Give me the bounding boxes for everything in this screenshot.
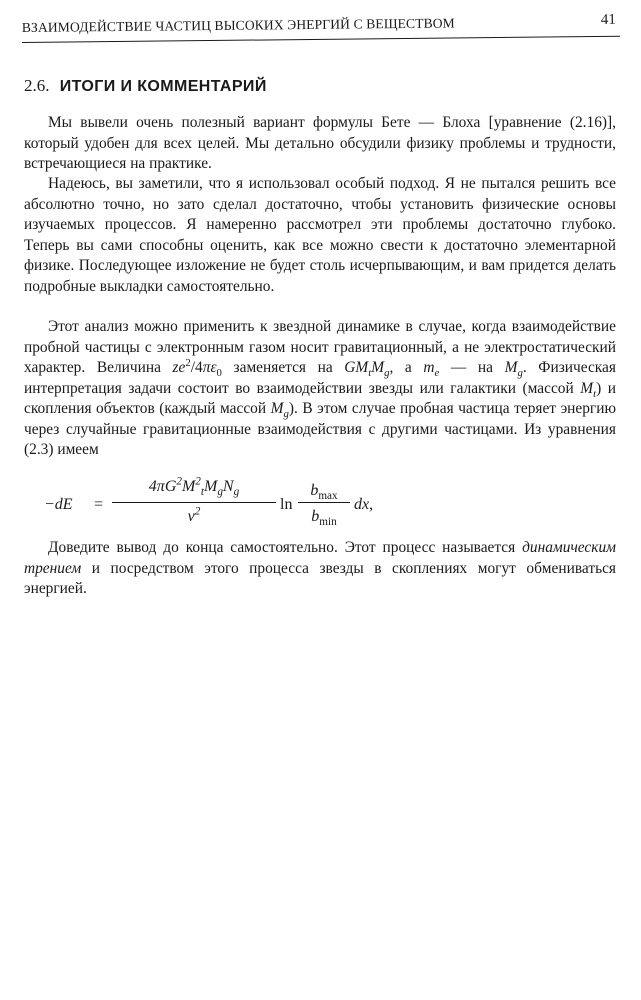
emphasis-term: динамическим трением [24, 539, 616, 577]
equation-denominator: $v^2$ [187, 505, 201, 525]
equation-bmax: $b_{max}$ [310, 482, 338, 503]
equation-dx: dx, [354, 496, 374, 513]
running-title: ВЗАИМОДЕЙСТВИЕ ЧАСТИЦ ВЫСОКИХ ЭНЕРГИЙ С ВЕЩЕСТВОМ [21, 15, 455, 36]
section-heading [24, 76, 267, 96]
equation-lhs: −dE [44, 496, 73, 513]
running-head [22, 8, 620, 43]
paragraph-summary: Мы вывели очень полезный вариант формулы Бете — Блоха [уравнение (2.16)], который удобен для всех целей. Мы детально обсудили физику проблемы и трудности, встречающиеся на практике. [24, 114, 616, 172]
section-title: ИТОГИ И КОММЕНТАРИЙ [59, 78, 267, 95]
equation-bmin: $b_{min}$ [311, 508, 337, 529]
fraction-bar [112, 502, 276, 503]
paragraph-conclusion: Доведите вывод до конца самостоятельно. Этот процесс называется динамическим трением и посредством этого процесса звезды в скоплениях могут обмениваться энергией. [24, 539, 616, 597]
section-number: 2.6. [24, 76, 50, 95]
paragraph-approach: Надеюсь, вы заметили, что я использовал особый подход. Я не пытался решить все абсолютно точно, но зато сделал достаточно, чтобы установить физические основы изучаемых процессов. Я намеренно рассмотрел эти проблемы достаточно глубоко. Теперь вы сами способны оценить, как все можно свести к достаточно элементарной физике. Последующее изложение не будет столь исчерпывающим, и вам придется делать подробные выкладки самостоятельно. [24, 175, 616, 295]
log-fraction-bar [298, 502, 350, 503]
equation-numerator: $4\pi G^2M^2_tM_gN_g$ [148, 475, 240, 499]
equation-equals: = [94, 496, 104, 513]
page-number: 41 [600, 11, 616, 28]
equation-ln: ln [280, 496, 293, 513]
dynamical-friction-equation [44, 475, 444, 536]
paragraph-stellar-dynamics: Этот анализ можно применить к звездной динамике в случае, когда взаимодействие пробной частицы с электронным газом носит гравитационный, а не электростатический характер. Величина $ze^2/4\pi\varepsilon_0$ заменяется на $GM_tM_g$, а $m_e$ — на $M_g$. Физическая интерпретация задачи состоит во взаимодействии звезды или галактики (массой $M_t$) и скопления объектов (каждый массой $M_g$). В этом случае пробная частица теряет энергию через случайные гравитационные взаимодействия с другими частицами. Из уравнения (2.3) имеем [24, 318, 616, 458]
